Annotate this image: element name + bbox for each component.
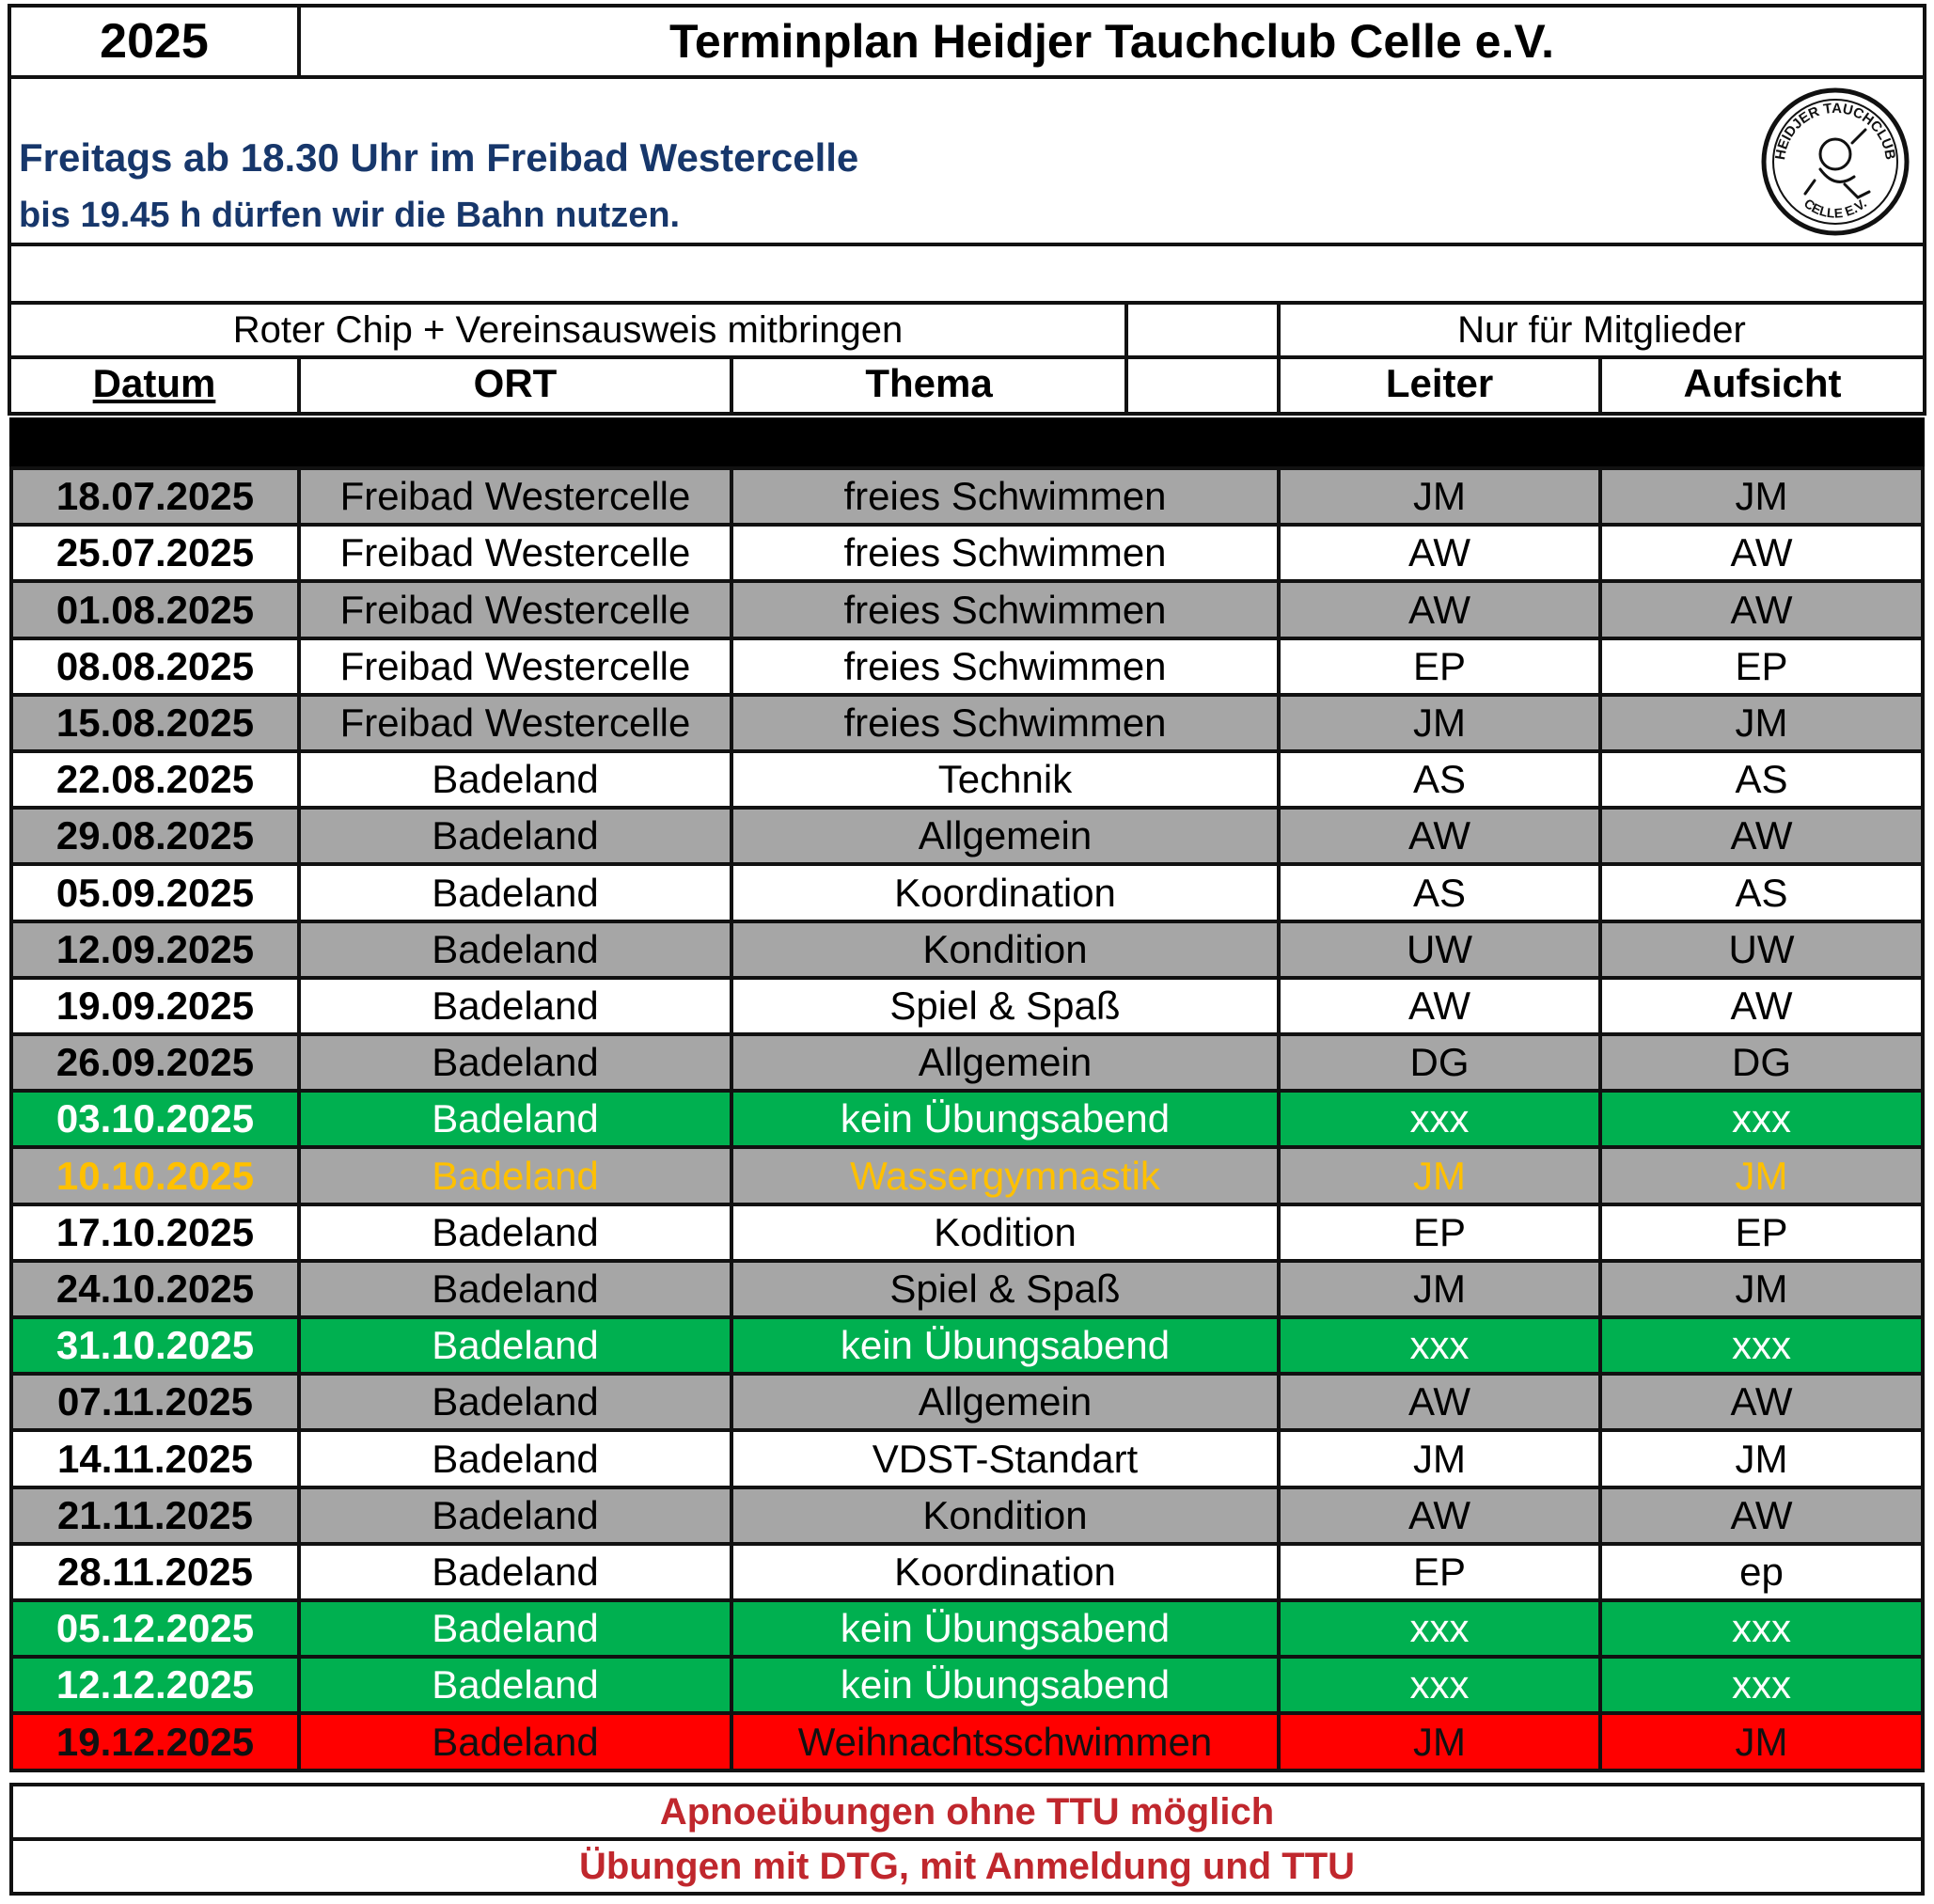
table-cell-leiter	[1277, 1315, 1602, 1376]
table-cell-leiter-text: xxx	[1409, 1662, 1470, 1707]
table-cell-datum	[9, 1203, 301, 1263]
table-cell-thema-text: Kodition	[934, 1210, 1077, 1254]
table-cell-datum	[9, 1259, 301, 1319]
table-cell-ort-text: Badeland	[432, 983, 599, 1028]
table-cell-aufsicht-text: xxx	[1732, 1096, 1791, 1141]
table-cell-datum-text: 19.09.2025	[55, 983, 255, 1028]
table-cell-aufsicht	[1598, 637, 1925, 697]
table-cell-thema-text: kein Übungsabend	[840, 1323, 1171, 1367]
table-cell-thema-text: Weihnachtsschwimmen	[797, 1719, 1213, 1764]
table-cell-leiter	[1277, 1259, 1602, 1319]
table-cell-aufsicht-text: AS	[1735, 757, 1788, 801]
logo-text-bottom: CELLE E.V.	[1800, 195, 1870, 221]
table-cell-ort-text: Badeland	[432, 1379, 599, 1424]
table-cell-thema	[730, 1315, 1281, 1376]
table-cell-ort-text: Badeland	[432, 1550, 599, 1594]
table-cell-datum	[9, 1372, 301, 1432]
table-cell-leiter	[1277, 1372, 1602, 1432]
table-cell-aufsicht	[1598, 466, 1925, 527]
table-cell-leiter	[1277, 523, 1602, 583]
table-cell-aufsicht-text: AS	[1735, 870, 1788, 915]
table-cell-thema-text: Spiel & Spaß	[889, 1267, 1121, 1311]
table-cell-thema	[730, 1486, 1281, 1546]
table-cell-ort	[297, 1259, 733, 1319]
table-cell-aufsicht-text: JM	[1735, 1153, 1788, 1198]
table-cell-leiter	[1277, 976, 1602, 1036]
table-cell-leiter-text: AW	[1407, 587, 1471, 632]
table-cell-ort	[297, 1655, 733, 1715]
table-cell-ort	[297, 1486, 733, 1546]
table-cell-datum	[9, 579, 301, 640]
table-cell-aufsicht	[1598, 976, 1925, 1036]
table-cell-ort	[297, 637, 733, 697]
table-cell-ort-text: Badeland	[432, 1323, 599, 1367]
logo-text-top: HEIDJER TAUCHCLUB	[1772, 100, 1898, 162]
table-cell-thema-text: kein Übungsabend	[840, 1096, 1171, 1141]
table-cell-datum	[9, 466, 301, 527]
table-cell-thema	[730, 1145, 1281, 1206]
table-cell-leiter-text: AW	[1407, 813, 1471, 858]
table-cell-leiter	[1277, 1655, 1602, 1715]
col-header-leiter	[1277, 355, 1602, 416]
table-cell-aufsicht	[1598, 1542, 1925, 1602]
table-cell-aufsicht-text: JM	[1735, 1436, 1788, 1481]
table-cell-datum	[9, 1655, 301, 1715]
table-cell-datum	[9, 1598, 301, 1659]
table-cell-leiter	[1277, 693, 1602, 753]
title-cell	[297, 4, 1926, 79]
table-cell-aufsicht-text: JM	[1735, 474, 1788, 518]
table-cell-leiter	[1277, 749, 1602, 810]
table-cell-thema	[730, 806, 1281, 866]
table-cell-thema	[730, 920, 1281, 980]
table-cell-datum-text: 12.09.2025	[55, 927, 255, 971]
table-cell-leiter	[1277, 806, 1602, 866]
table-cell-thema	[730, 693, 1281, 753]
table-cell-ort	[297, 806, 733, 866]
table-cell-aufsicht	[1598, 920, 1925, 980]
subheader-left	[8, 301, 1128, 359]
table-cell-leiter-text: DG	[1409, 1040, 1470, 1084]
table-cell-leiter-text: xxx	[1409, 1096, 1470, 1141]
table-cell-aufsicht	[1598, 1486, 1925, 1546]
table-cell-ort	[297, 920, 733, 980]
table-cell-datum	[9, 1542, 301, 1602]
table-cell-aufsicht-text: xxx	[1732, 1606, 1791, 1650]
table-cell-ort	[297, 1145, 733, 1206]
table-cell-datum-text: 22.08.2025	[55, 757, 255, 801]
table-cell-aufsicht-text: JM	[1735, 1719, 1788, 1764]
col-header-datum-label: Datum	[92, 361, 216, 405]
table-cell-thema-text: Kondition	[922, 1493, 1088, 1537]
table-cell-leiter-text: AS	[1412, 870, 1467, 915]
table-cell-aufsicht-text: ep	[1739, 1550, 1784, 1594]
table-cell-ort-text: Badeland	[432, 870, 599, 915]
info-box	[8, 75, 1926, 246]
footer-note-1	[9, 1783, 1925, 1841]
table-cell-ort-text: Badeland	[432, 1719, 599, 1764]
table-cell-aufsicht-text: AW	[1730, 530, 1793, 574]
table-cell-thema-text: VDST-Standart	[872, 1436, 1139, 1481]
table-cell-leiter	[1277, 1145, 1602, 1206]
table-cell-ort-text: Badeland	[432, 1267, 599, 1311]
table-cell-thema-text: kein Übungsabend	[840, 1606, 1171, 1650]
table-cell-ort	[297, 1032, 733, 1093]
subheader-right	[1277, 301, 1926, 359]
table-cell-thema-text: freies Schwimmen	[843, 587, 1167, 632]
table-cell-datum-text: 05.12.2025	[55, 1606, 255, 1650]
table-cell-datum	[9, 749, 301, 810]
table-cell-ort	[297, 976, 733, 1036]
table-cell-leiter-text: EP	[1412, 1210, 1467, 1254]
table-cell-aufsicht-text: xxx	[1732, 1662, 1791, 1707]
table-cell-ort-text: Badeland	[432, 757, 599, 801]
table-cell-aufsicht	[1598, 1655, 1925, 1715]
table-cell-thema	[730, 637, 1281, 697]
table-cell-aufsicht-text: AW	[1730, 587, 1793, 632]
table-cell-aufsicht	[1598, 693, 1925, 753]
table-cell-ort-text: Badeland	[432, 1662, 599, 1707]
table-cell-aufsicht	[1598, 523, 1925, 583]
table-cell-datum-text: 29.08.2025	[55, 813, 255, 858]
table-cell-datum	[9, 1711, 301, 1772]
table-cell-leiter-text: JM	[1413, 474, 1466, 518]
table-cell-leiter-text: EP	[1412, 1550, 1467, 1594]
table-cell-ort	[297, 579, 733, 640]
footer-note-2-label: Übungen mit DTG, mit Anmeldung und TTU	[578, 1845, 1356, 1887]
table-cell-leiter-text: AW	[1407, 1493, 1471, 1537]
table-cell-ort	[297, 1203, 733, 1263]
table-cell-aufsicht	[1598, 1711, 1925, 1772]
table-cell-thema	[730, 1428, 1281, 1489]
table-cell-aufsicht	[1598, 1315, 1925, 1376]
table-cell-aufsicht	[1598, 749, 1925, 810]
col-header-ort	[297, 355, 733, 416]
table-cell-leiter-text: JM	[1413, 700, 1466, 745]
table-cell-aufsicht	[1598, 1598, 1925, 1659]
table-cell-thema	[730, 1089, 1281, 1149]
table-cell-leiter	[1277, 1089, 1602, 1149]
table-cell-leiter	[1277, 1486, 1602, 1546]
table-cell-ort	[297, 1428, 733, 1489]
table-cell-datum-text: 31.10.2025	[55, 1323, 255, 1367]
table-cell-aufsicht	[1598, 1032, 1925, 1093]
table-cell-leiter	[1277, 1598, 1602, 1659]
table-cell-datum	[9, 1315, 301, 1376]
table-cell-thema	[730, 1598, 1281, 1659]
table-cell-leiter	[1277, 862, 1602, 923]
table-cell-aufsicht	[1598, 579, 1925, 640]
table-cell-thema-text: freies Schwimmen	[843, 700, 1167, 745]
table-cell-leiter	[1277, 1203, 1602, 1263]
table-cell-leiter	[1277, 1711, 1602, 1772]
col-header-ort-label: ORT	[473, 361, 558, 405]
table-cell-aufsicht-text: EP	[1735, 644, 1788, 688]
table-cell-aufsicht	[1598, 1203, 1925, 1263]
table-cell-datum-text: 17.10.2025	[55, 1210, 255, 1254]
table-cell-ort	[297, 1315, 733, 1376]
page-title: Terminplan Heidjer Tauchclub Celle e.V.	[668, 15, 1554, 68]
table-cell-datum-text: 05.09.2025	[55, 870, 255, 915]
year-label: 2025	[100, 14, 209, 69]
table-cell-datum	[9, 1032, 301, 1093]
table-cell-datum-text: 03.10.2025	[55, 1096, 255, 1141]
table-cell-datum-text: 14.11.2025	[57, 1436, 253, 1481]
table-cell-ort	[297, 862, 733, 923]
table-cell-thema-text: Koordination	[894, 1550, 1116, 1594]
table-cell-thema	[730, 1372, 1281, 1432]
table-cell-leiter	[1277, 1428, 1602, 1489]
table-cell-ort-text: Badeland	[432, 1606, 599, 1650]
table-cell-leiter	[1277, 579, 1602, 640]
table-cell-thema-text: Wassergymnastik	[850, 1153, 1160, 1198]
table-cell-aufsicht-text: JM	[1735, 700, 1788, 745]
table-cell-datum-text: 19.12.2025	[55, 1719, 255, 1764]
table-cell-ort-text: Freibad Westercelle	[339, 644, 691, 688]
table-cell-datum	[9, 920, 301, 980]
table-cell-ort-text: Badeland	[432, 927, 599, 971]
col-header-gap	[1124, 355, 1281, 416]
table-cell-datum	[9, 806, 301, 866]
table-cell-aufsicht	[1598, 1089, 1925, 1149]
table-cell-ort-text: Badeland	[432, 1096, 599, 1141]
table-cell-datum-text: 21.11.2025	[57, 1493, 253, 1537]
table-cell-ort-text: Badeland	[432, 1210, 599, 1254]
table-cell-aufsicht	[1598, 862, 1925, 923]
table-cell-thema	[730, 579, 1281, 640]
table-cell-datum-text: 24.10.2025	[55, 1267, 255, 1311]
table-cell-thema-text: freies Schwimmen	[843, 474, 1167, 518]
year-cell	[8, 4, 301, 79]
table-cell-ort-text: Freibad Westercelle	[339, 530, 691, 574]
table-cell-aufsicht-text: JM	[1735, 1267, 1788, 1311]
table-cell-aufsicht-text: AW	[1730, 1493, 1793, 1537]
table-cell-aufsicht-text: AW	[1730, 1379, 1793, 1424]
club-logo	[1760, 87, 1910, 237]
table-cell-datum	[9, 1089, 301, 1149]
table-cell-datum	[9, 523, 301, 583]
table-cell-datum	[9, 1145, 301, 1206]
table-cell-aufsicht-text: AW	[1730, 813, 1793, 858]
table-cell-thema	[730, 862, 1281, 923]
table-cell-leiter-text: AW	[1407, 1379, 1471, 1424]
header-separator-band	[9, 417, 1925, 470]
table-cell-ort-text: Badeland	[432, 1153, 599, 1198]
table-cell-thema	[730, 1203, 1281, 1263]
subheader-right-label: Nur für Mitglieder	[1457, 308, 1746, 351]
table-cell-thema-text: Allgemein	[918, 1379, 1093, 1424]
table-cell-thema-text: Koordination	[894, 870, 1116, 915]
table-cell-thema-text: freies Schwimmen	[843, 530, 1167, 574]
table-cell-leiter-text: AW	[1407, 983, 1471, 1028]
table-cell-ort-text: Badeland	[432, 813, 599, 858]
table-cell-leiter-text: JM	[1413, 1153, 1466, 1198]
table-cell-ort	[297, 1089, 733, 1149]
table-cell-ort	[297, 1542, 733, 1602]
table-cell-thema-text: Kondition	[922, 927, 1088, 971]
table-cell-leiter-text: JM	[1413, 1267, 1466, 1311]
col-header-aufsicht-label: Aufsicht	[1683, 361, 1842, 405]
info-line-1: Freitags ab 18.30 Uhr im Freibad Westercelle	[19, 135, 859, 180]
table-cell-aufsicht	[1598, 1372, 1925, 1432]
table-cell-ort-text: Badeland	[432, 1040, 599, 1084]
table-cell-datum-text: 08.08.2025	[55, 644, 255, 688]
table-cell-thema	[730, 1711, 1281, 1772]
table-cell-ort	[297, 466, 733, 527]
table-cell-datum-text: 28.11.2025	[57, 1550, 253, 1594]
table-cell-ort-text: Badeland	[432, 1436, 599, 1481]
table-cell-datum	[9, 693, 301, 753]
table-cell-thema-text: kein Übungsabend	[840, 1662, 1171, 1707]
table-cell-leiter-text: EP	[1412, 644, 1467, 688]
subheader-gap	[1124, 301, 1281, 359]
table-cell-datum-text: 07.11.2025	[57, 1379, 253, 1424]
spacer-row	[8, 243, 1926, 305]
table-cell-datum-text: 25.07.2025	[55, 530, 255, 574]
table-cell-aufsicht-text: EP	[1735, 1210, 1788, 1254]
col-header-datum	[8, 355, 301, 416]
table-cell-datum-text: 12.12.2025	[55, 1662, 255, 1707]
table-cell-ort	[297, 1711, 733, 1772]
table-cell-aufsicht	[1598, 1259, 1925, 1319]
table-cell-leiter	[1277, 466, 1602, 527]
table-cell-thema-text: Technik	[937, 757, 1073, 801]
table-cell-aufsicht-text: xxx	[1732, 1323, 1791, 1367]
table-cell-datum-text: 18.07.2025	[55, 474, 255, 518]
table-cell-thema-text: freies Schwimmen	[843, 644, 1167, 688]
table-cell-datum	[9, 1486, 301, 1546]
table-cell-leiter	[1277, 637, 1602, 697]
table-cell-aufsicht-text: UW	[1728, 927, 1795, 971]
table-cell-thema	[730, 1032, 1281, 1093]
col-header-aufsicht	[1598, 355, 1926, 416]
table-cell-leiter	[1277, 1542, 1602, 1602]
table-cell-thema	[730, 976, 1281, 1036]
table-cell-leiter	[1277, 920, 1602, 980]
col-header-thema	[730, 355, 1128, 416]
table-cell-ort	[297, 693, 733, 753]
table-cell-aufsicht-text: AW	[1730, 983, 1793, 1028]
table-cell-ort	[297, 1598, 733, 1659]
table-cell-ort-text: Freibad Westercelle	[339, 587, 691, 632]
table-cell-datum-text: 26.09.2025	[55, 1040, 255, 1084]
table-cell-aufsicht	[1598, 1428, 1925, 1489]
table-cell-ort-text: Freibad Westercelle	[339, 700, 691, 745]
table-cell-leiter-text: UW	[1407, 927, 1472, 971]
table-cell-thema	[730, 1542, 1281, 1602]
table-cell-aufsicht	[1598, 1145, 1925, 1206]
table-cell-leiter-text: xxx	[1409, 1606, 1470, 1650]
table-cell-thema-text: Allgemein	[918, 1040, 1093, 1084]
table-cell-thema	[730, 749, 1281, 810]
table-cell-datum	[9, 976, 301, 1036]
table-cell-aufsicht-text: DG	[1732, 1040, 1791, 1084]
table-cell-leiter	[1277, 1032, 1602, 1093]
footer-note-1-label: Apnoeübungen ohne TTU möglich	[659, 1790, 1275, 1833]
table-cell-thema-text: Allgemein	[918, 813, 1093, 858]
table-cell-thema	[730, 1655, 1281, 1715]
table-cell-leiter-text: JM	[1413, 1436, 1466, 1481]
table-cell-ort-text: Badeland	[432, 1493, 599, 1537]
col-header-leiter-label: Leiter	[1385, 361, 1494, 405]
table-cell-datum	[9, 1428, 301, 1489]
info-line-2: bis 19.45 h dürfen wir die Bahn nutzen.	[19, 196, 681, 235]
table-cell-ort	[297, 523, 733, 583]
footer-note-2	[9, 1837, 1925, 1896]
table-cell-datum-text: 01.08.2025	[55, 587, 255, 632]
table-cell-datum	[9, 862, 301, 923]
table-cell-datum-text: 10.10.2025	[55, 1153, 255, 1198]
table-cell-leiter-text: AW	[1407, 530, 1471, 574]
table-cell-leiter-text: JM	[1413, 1719, 1466, 1764]
table-cell-aufsicht	[1598, 806, 1925, 866]
table-cell-datum-text: 15.08.2025	[55, 700, 255, 745]
table-cell-thema	[730, 1259, 1281, 1319]
col-header-thema-label: Thema	[865, 361, 993, 405]
table-cell-thema	[730, 523, 1281, 583]
table-cell-thema	[730, 466, 1281, 527]
table-cell-leiter-text: xxx	[1409, 1323, 1470, 1367]
table-cell-ort-text: Freibad Westercelle	[339, 474, 691, 518]
table-cell-datum	[9, 637, 301, 697]
table-cell-ort	[297, 1372, 733, 1432]
table-cell-ort	[297, 749, 733, 810]
table-cell-leiter-text: AS	[1412, 757, 1467, 801]
subheader-left-label: Roter Chip + Vereinsausweis mitbringen	[232, 308, 904, 351]
table-cell-thema-text: Spiel & Spaß	[889, 983, 1121, 1028]
